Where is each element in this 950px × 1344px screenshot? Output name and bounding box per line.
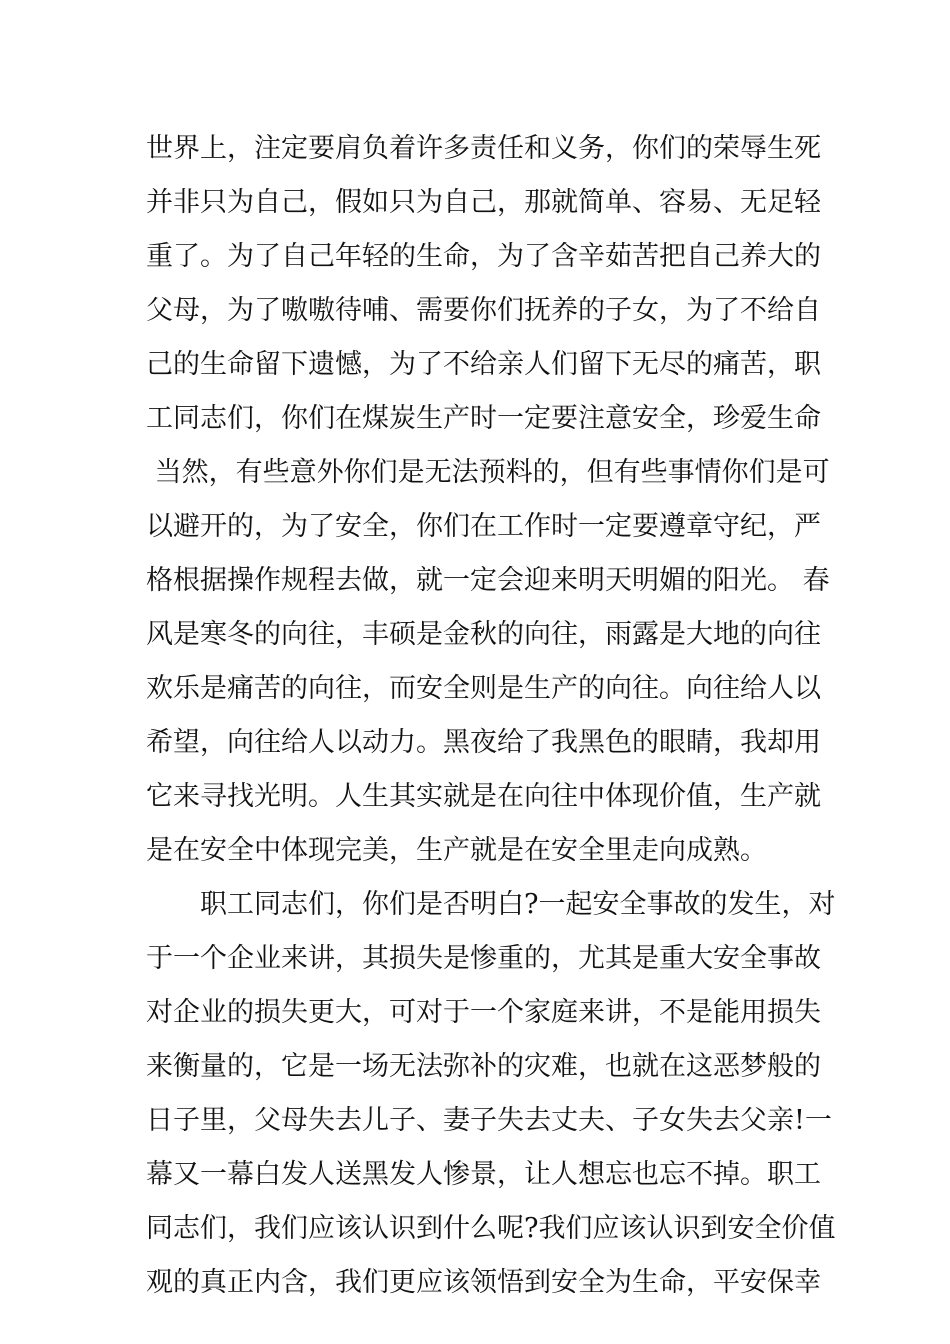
body-text bbox=[146, 122, 836, 1310]
text-line: 幕又一幕白发人送黑发人惨景，让人想忘也忘不掉。职工 bbox=[146, 1159, 821, 1190]
text-line: 希望，向往给人以动力。黑夜给了我黑色的眼睛，我却用 bbox=[146, 727, 821, 758]
text-line: 欢乐是痛苦的向往，而安全则是生产的向往。向往给人以 bbox=[146, 673, 821, 704]
text-line: 重了。为了自己年轻的生命，为了含辛茹苦把自己养大的 bbox=[146, 241, 821, 272]
text-line: 来衡量的，它是一场无法弥补的灾难，也就在这恶梦般的 bbox=[146, 1051, 821, 1082]
text-line: 对企业的损失更大，可对于一个家庭来讲，不是能用损失 bbox=[146, 997, 821, 1028]
text-line: 它来寻找光明。人生其实就是在向往中体现价值，生产就 bbox=[146, 781, 821, 812]
text-line: 己的生命留下遗憾，为了不给亲人们留下无尽的痛苦，职 bbox=[146, 349, 821, 380]
paragraph-2 bbox=[146, 878, 836, 1310]
text-line: 以避开的，为了安全，你们在工作时一定要遵章守纪，严 bbox=[146, 511, 821, 542]
text-line: 格根据操作规程去做，就一定会迎来明天明媚的阳光。 春 bbox=[146, 565, 830, 596]
text-line: 当然，有些意外你们是无法预料的，但有些事情你们是可 bbox=[146, 457, 830, 488]
text-line: 世界上，注定要肩负着许多责任和义务，你们的荣辱生死 bbox=[146, 133, 821, 164]
text-line: 是在安全中体现完美，生产就是在安全里走向成熟。 bbox=[146, 835, 767, 866]
text-line: 同志们，我们应该认识到什么呢?我们应该认识到安全价值 bbox=[146, 1213, 836, 1244]
text-line: 父母，为了嗷嗷待哺、需要你们抚养的子女，为了不给自 bbox=[146, 295, 821, 326]
text-line: 风是寒冬的向往，丰硕是金秋的向往，雨露是大地的向往 bbox=[146, 619, 821, 650]
paragraph-1 bbox=[146, 122, 830, 878]
text-line: 观的真正内含，我们更应该领悟到安全为生命，平安保幸 bbox=[146, 1267, 821, 1298]
text-line: 工同志们，你们在煤炭生产时一定要注意安全，珍爱生命 bbox=[146, 403, 821, 434]
text-line: 并非只为自己，假如只为自己，那就简单、容易、无足轻 bbox=[146, 187, 821, 218]
text-line: 职工同志们，你们是否明白?一起安全事故的发生，对 bbox=[200, 889, 836, 920]
text-line: 于一个企业来讲，其损失是惨重的，尤其是重大安全事故 bbox=[146, 943, 821, 974]
text-line: 日子里，父母失去儿子、妻子失去丈夫、子女失去父亲!一 bbox=[146, 1105, 832, 1136]
